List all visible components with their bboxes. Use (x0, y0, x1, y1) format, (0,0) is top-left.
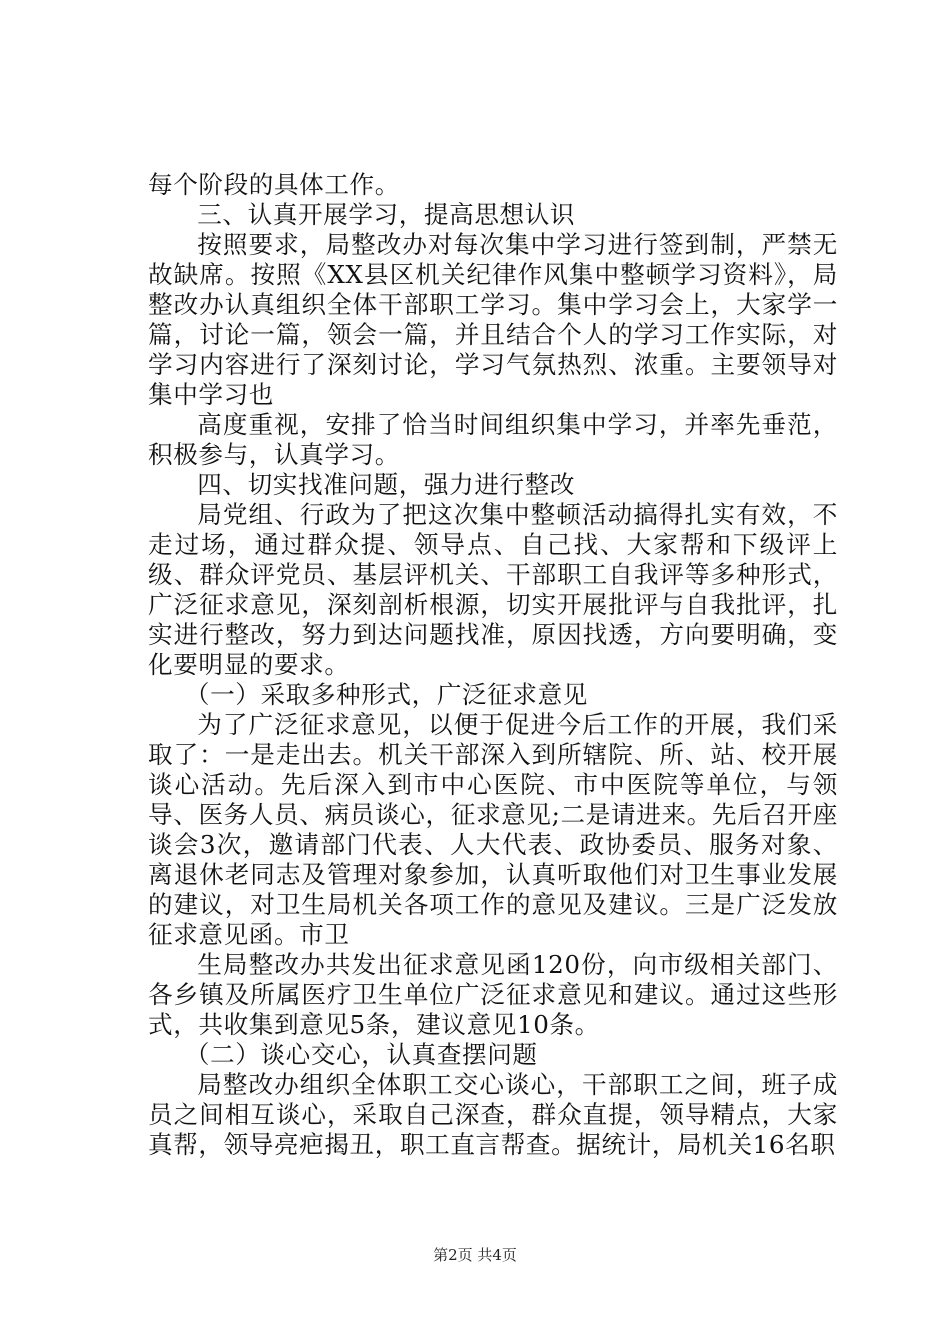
document-body (148, 170, 838, 1160)
paragraph-study-2: 高度重视，安排了恰当时间组织集中学习，并率先垂范，积极参与，认真学习。 (148, 410, 838, 469)
paragraph-rectify: 局党组、行政为了把这次集中整顿活动搞得扎实有效，不走过场，通过群众提、领导点、自己找、大家帮和下级评上级、群众评党员、基层评机关、干部职工自我评等多种形式，广泛征求意见，深刻剖析根源，切实开展批评与自我批评，扎实进行整改，努力到达问题找准，原因找透，方向要明确，变化要明显的要求。 (148, 500, 838, 679)
section-heading-4: 四、切实找准问题，强力进行整改 (197, 470, 576, 499)
paragraph-opinions-1: 为了广泛征求意见，以便于促进今后工作的开展，我们采取了：一是走出去。机关干部深入到所辖院、所、站、校开展谈心活动。先后深入到市中心医院、市中医院等单位，与领导、医务人员、病员谈心，征求意见;二是请进来。先后召开座谈会3次，邀请部门代表、人大代表、政协委员、服务对象、离退休老同志及管理对象参加，认真听取他们对卫生事业发展的建议，对卫生局机关各项工作的意见及建议。三是广泛发放征求意见函。市卫 (148, 710, 838, 949)
section-heading-3: 三、认真开展学习，提高思想认识 (197, 200, 576, 229)
paragraph-study-1: 按照要求，局整改办对每次集中学习进行签到制，严禁无故缺席。按照《XX县区机关纪律作风集中整顿学习资料》，局整改办认真组织全体干部职工学习。集中学习会上，大家学一篇，讨论一篇，领会一篇，并且结合个人的学习工作实际，对学习内容进行了深刻讨论，学习气氛热烈、浓重。主要领导对集中学习也 (148, 230, 838, 409)
subsection-heading-1: （一）采取多种形式，广泛征求意见 (184, 680, 588, 709)
page-footer: 第2页 共4页 (433, 1246, 517, 1264)
paragraph-talks: 局整改办组织全体职工交心谈心，干部职工之间，班子成员之间相互谈心，采取自己深查，群众直提，领导精点，大家真帮，领导亮疤揭丑，职工直言帮查。据统计，局机关16名职 (148, 1070, 838, 1159)
subsection-heading-2: （二）谈心交心，认真查摆问题 (184, 1040, 538, 1069)
paragraph-intro: 每个阶段的具体工作。 (148, 170, 400, 199)
paragraph-opinions-2: 生局整改办共发出征求意见函120份，向市级相关部门、各乡镇及所属医疗卫生单位广泛征求意见和建议。通过这些形式，共收集到意见5条，建议意见10条。 (148, 950, 838, 1039)
